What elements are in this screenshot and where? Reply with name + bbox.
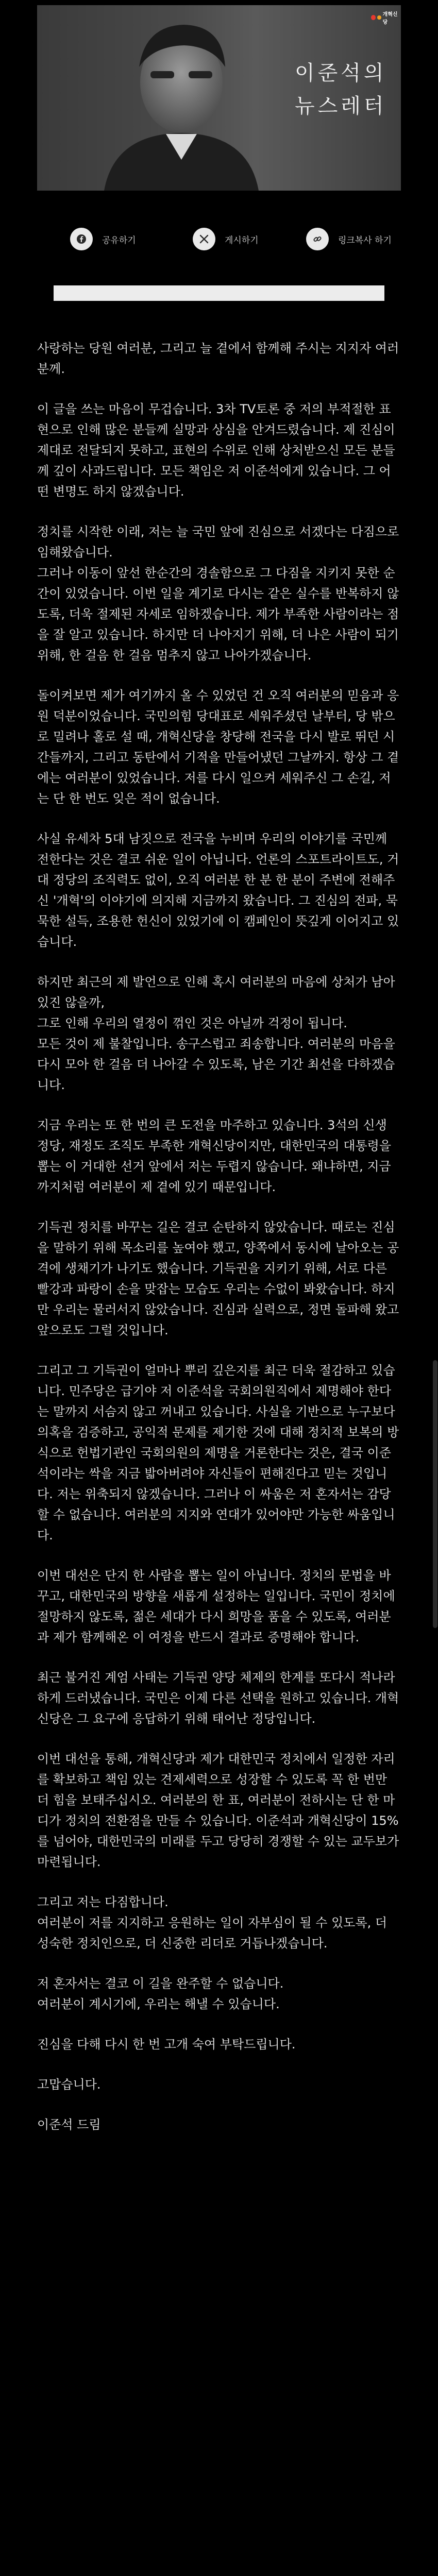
letter-paragraph: 정치를 시작한 이래, 저는 늘 국민 앞에 진심으로 서겠다는 다짐으로 임해왔습니다. 그러나 이동이 앞선 한순간의 경솔함으로 그 다짐을 지키지 못한 순간이 있었습니다. 이번 일을 계기로 다시는 같은 실수를 반복하지 않도록, 더욱 절제된 자세로 임하겠습니다. 제가 부족한 사람이라는 점을 잘 알고 있습니다. 하지만 더 나아지기 위해, 더 나은 사람이 되기 위해, 한 걸음 한 걸음 멈추지 않고 나아가겠습니다. xyxy=(37,524,399,663)
logo-dot-icon xyxy=(377,15,381,20)
facebook-icon xyxy=(70,228,93,250)
letter-signature: 이준석 드림 xyxy=(37,2117,101,2132)
link-icon xyxy=(306,228,329,250)
scrollbar-thumb[interactable] xyxy=(433,1360,437,1628)
letter-paragraph: 이번 대선을 통해, 개혁신당과 제가 대한민국 정치에서 일정한 자리를 확보하고 책임 있는 견제세력으로 성장할 수 있도록 꼭 한 번만 더 힘을 보태주십시오. 여러분의 한 표, 여러분이 전하시는 단 한 마디가 정치의 전환점을 만들 수 있습니다. 이준석과 개혁신당이 15%를 넘어야, 대한민국의 미래를 두고 당당히 경쟁할 수 있는 교두보가 마련됩니다. xyxy=(37,1752,399,1869)
x-share-label: 게시하기 xyxy=(225,235,259,246)
letter-paragraph: 사실 유세차 5대 남짓으로 전국을 누비며 우리의 이야기를 국민께 전한다는 것은 결코 쉬운 일이 아닙니다. 언론의 스포트라이트도, 거대 정당의 조직력도 없이, 오직 여러분 한 분 한 분이 주변에 전해주신 '개혁'의 이야기에 의지해 지금까지 왔습니다. 그 진심의 전파, 묵묵한 설득, 조용한 헌신이 있었기에 이 캠페인이 뜻깊게 이어지고 있습니다. xyxy=(37,832,399,949)
letter-paragraph: 돌이켜보면 제가 여기까지 올 수 있었던 건 오직 여러분의 믿음과 응원 덕분이었습니다. 국민의힘 당대표로 세워주셨던 날부터, 당 밖으로 밀려나 홀로 설 때, 개혁신당을 창당해 전국을 다시 발로 뛰던 시간들까지, 그리고 동탄에서 기적을 만들어냈던 그날까지. 항상 그 곁에는 여러분이 있었습니다. 저를 다시 일으켜 세워주신 그 손길, 저는 단 한 번도 잊은 적이 없습니다. xyxy=(37,688,399,806)
letter-paragraph: 이번 대선은 단지 한 사람을 뽑는 일이 아닙니다. 정치의 문법을 바꾸고, 대한민국의 방향을 새롭게 설정하는 일입니다. 국민이 정치에 절망하지 않도록, 젊은 세대가 다시 희망을 품을 수 있도록, 여러분과 제가 함께해온 이 여정을 반드시 결과로 증명해야 합니다. xyxy=(37,1568,395,1645)
letter-paragraph: 진심을 다해 다시 한 번 고개 숙여 부탁드립니다. xyxy=(37,2037,296,2052)
facebook-share-label: 공유하기 xyxy=(102,235,136,246)
logo-dot-icon xyxy=(371,15,376,20)
banner-title-line: 뉴스레터 xyxy=(295,94,387,118)
letter-body xyxy=(37,338,401,2155)
portrait-image xyxy=(94,5,259,191)
letter-paragraph: 사랑하는 당원 여러분, 그리고 늘 곁에서 함께해 주시는 지지자 여러분께. xyxy=(37,341,399,376)
link-copy-button[interactable] xyxy=(306,227,392,251)
letter-paragraph: 이 글을 쓰는 마음이 무겁습니다. 3차 TV토론 중 저의 부적절한 표현으로 인해 많은 분들께 실망과 상심을 안겨드렸습니다. 제 진심이 제대로 전달되지 못하고, 표현의 수위로 인해 상처받으신 모든 분들께 깊이 사과드립니다. 모든 책임은 저 이준석에게 있습니다. 그 어떤 변명도 하지 않겠습니다. xyxy=(37,402,395,499)
letter-paragraph: 최근 불거진 계엄 사태는 기득권 양당 체제의 한계를 또다시 적나라하게 드러냈습니다. 국민은 이제 다른 선택을 원하고 있습니다. 개혁신당은 그 요구에 응답하기 위해 태어난 정당입니다. xyxy=(37,1670,399,1726)
x-icon xyxy=(193,228,215,250)
letter-paragraph: 그리고 저는 다짐합니다. 여러분이 저를 지지하고 응원하는 일이 자부심이 될 수 있도록, 더 성숙한 정치인으로, 더 신중한 리더로 거듭나겠습니다. xyxy=(37,1895,388,1951)
facebook-share-button[interactable] xyxy=(70,227,136,251)
newsletter-banner xyxy=(37,5,401,191)
link-copy-label: 링크복사 하기 xyxy=(338,235,392,246)
letter-paragraph: 기득권 정치를 바꾸는 길은 결코 순탄하지 않았습니다. 때로는 진심을 말하기 위해 목소리를 높여야 했고, 양쪽에서 동시에 날아오는 공격에 생채기가 나기도 했습니다. 기득권을 지키기 위해, 서로 다른 빨강과 파랑이 손을 맞잡는 모습도 우리는 수없이 봐왔습니다. 하지만 우리는 물러서지 않았습니다. 진심과 실력으로, 정면 돌파해 왔고 앞으로도 그럴 것입니다. xyxy=(37,1220,399,1337)
letter-closing: 고맙습니다. xyxy=(37,2077,101,2092)
letter-paragraph: 저 혼자서는 결코 이 길을 완주할 수 없습니다. 여러분이 계시기에, 우리는 해낼 수 있습니다. xyxy=(37,1976,284,2011)
scrollbar[interactable] xyxy=(432,0,438,2576)
banner-title xyxy=(295,57,388,123)
letter-paragraph: 지금 우리는 또 한 번의 큰 도전을 마주하고 있습니다. 3석의 신생 정당, 재정도 조직도 부족한 개혁신당이지만, 대한민국의 대통령을 뽑는 이 거대한 선거 앞에서 저는 두렵지 않습니다. 왜냐하면, 지금까지처럼 여러분이 제 곁에 있기 때문입니다. xyxy=(37,1118,391,1194)
letter-paragraph: 그리고 그 기득권이 얼마나 뿌리 깊은지를 최근 더욱 절감하고 있습니다. 민주당은 급기야 저 이준석을 국회의원직에서 제명해야 한다는 말까지 서슴지 않고 꺼내고 있습니다. 사실을 기반으로 누구보다 의혹을 검증하고, 공익적 문제를 제기한 것에 대해 정치적 보복의 방식으로 헌법기관인 국회의원의 제명을 거론한다는 것은, 결국 이준석이라는 싹을 지금 밟아버려야 자신들이 편해진다고 믿는 것입니다. 저는 위축되지 않겠습니다. 그러나 이 싸움은 저 혼자서는 감당할 수 없습니다. 여러분의 지지와 연대가 있어야만 가능한 싸움입니다. xyxy=(37,1363,399,1543)
section-divider xyxy=(54,285,384,301)
x-share-button[interactable] xyxy=(193,227,259,251)
share-row xyxy=(0,227,438,251)
banner-title-line: 이준석의 xyxy=(295,61,387,85)
logo-text: 개혁신당 xyxy=(382,12,398,25)
party-logo xyxy=(371,12,401,25)
letter-paragraph: 하지만 최근의 제 발언으로 인해 혹시 여러분의 마음에 상처가 남아 있진 않을까, 그로 인해 우리의 열정이 꺾인 것은 아닐까 걱정이 됩니다. 모든 것이 제 불찰입니다. 송구스럽고 죄송합니다. 여러분의 마음을 다시 모아 한 걸음 더 나아갈 수 있도록, 남은 기간 최선을 다하겠습니다. xyxy=(37,975,395,1092)
